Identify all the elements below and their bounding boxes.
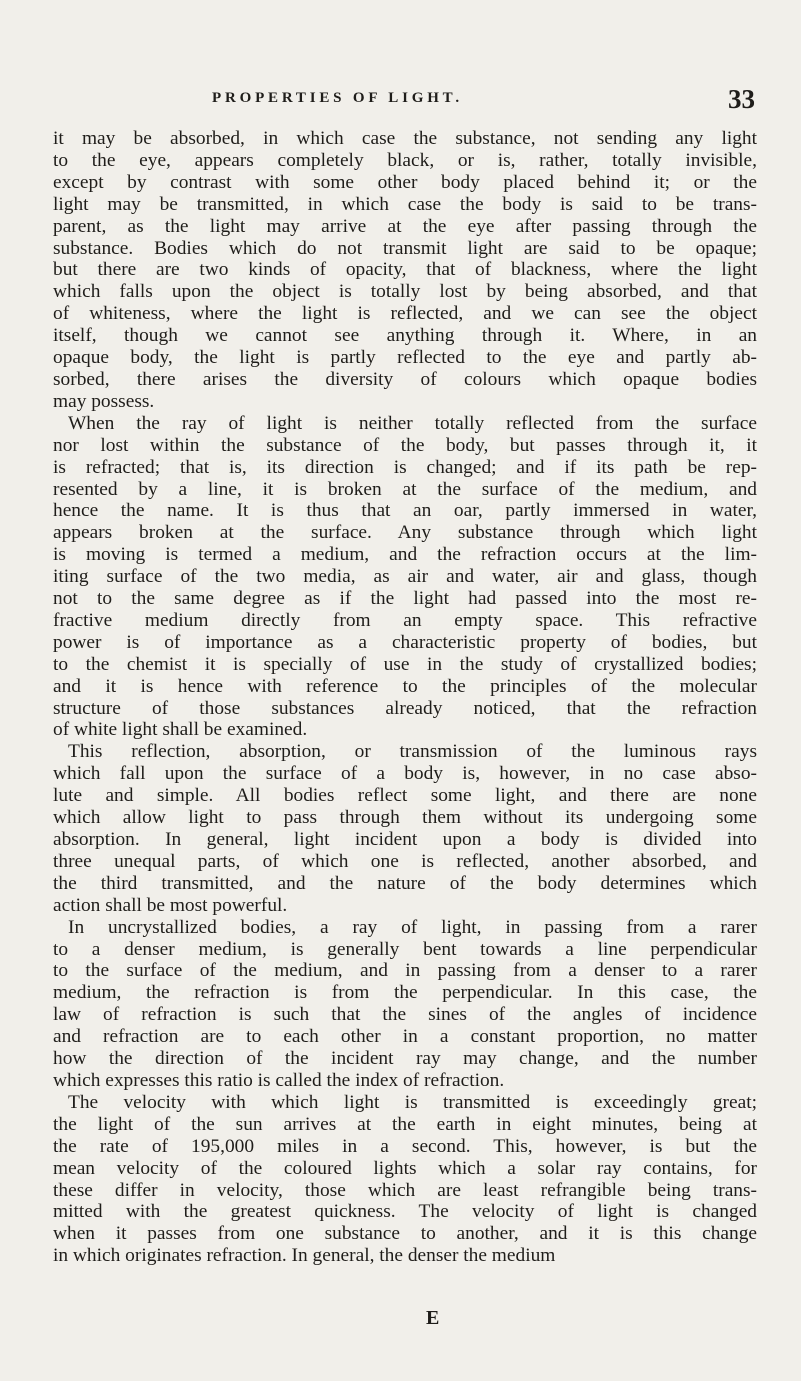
text-line: in which originates refraction. In general, the denser the medium bbox=[53, 1245, 556, 1267]
text-line: to the surface of the medium, and in passing from a denser to a rarer bbox=[53, 960, 757, 982]
text-line: itself, though we cannot see anything through it. Where, in an bbox=[53, 325, 757, 347]
text-line: When the ray of light is neither totally reflected from the surface bbox=[68, 412, 757, 434]
running-title: PROPERTIES OF LIGHT. bbox=[212, 90, 463, 106]
text-line: This reflection, absorption, or transmission of the luminous rays bbox=[68, 741, 757, 763]
text-line: is refracted; that is, its direction is changed; and if its path be rep- bbox=[53, 456, 757, 478]
text-line: these differ in velocity, those which are least refrangible being trans- bbox=[53, 1179, 757, 1201]
text-line: to a denser medium, is generally bent towards a line perpendicular bbox=[53, 938, 757, 960]
text-line: action shall be most powerful. bbox=[53, 894, 288, 916]
body-text bbox=[53, 128, 757, 1267]
text-line: it may be absorbed, in which case the substance, not sending any light bbox=[53, 128, 757, 149]
text-line: except by contrast with some other body placed behind it; or the bbox=[53, 171, 757, 193]
text-line: and refraction are to each other in a constant proportion, no matter bbox=[53, 1026, 757, 1048]
text-line: law of refraction is such that the sines of the angles of incidence bbox=[53, 1004, 757, 1026]
text-line: but there are two kinds of opacity, that of blackness, where the light bbox=[53, 259, 757, 281]
page-header bbox=[0, 84, 801, 114]
text-line: to the eye, appears completely black, or is, rather, totally invisible, bbox=[53, 149, 757, 171]
text-line: fractive medium directly from an empty space. This refractive bbox=[53, 609, 757, 631]
text-line: is moving is termed a medium, and the refraction occurs at the lim- bbox=[53, 544, 757, 566]
text-line: the rate of 195,000 miles in a second. This, however, is but the bbox=[53, 1135, 757, 1157]
text-line: of whiteness, where the light is reflected, and we can see the object bbox=[53, 303, 757, 325]
text-line: opaque body, the light is partly reflected to the eye and partly ab- bbox=[53, 347, 757, 369]
text-line: hence the name. It is thus that an oar, partly immersed in water, bbox=[53, 500, 757, 522]
text-line: appears broken at the surface. Any substance through which light bbox=[53, 522, 757, 544]
text-line: how the direction of the incident ray may change, and the number bbox=[53, 1048, 757, 1070]
text-line: lute and simple. All bodies reflect some light, and there are none bbox=[53, 785, 757, 807]
text-line: iting surface of the two media, as air and water, air and glass, though bbox=[53, 566, 757, 588]
text-line: and it is hence with reference to the principles of the molecular bbox=[53, 675, 757, 697]
text-line: absorption. In general, light incident upon a body is divided into bbox=[53, 829, 757, 850]
text-line: In uncrystallized bodies, a ray of light, in passing from a rarer bbox=[68, 916, 757, 938]
text-line: the light of the sun arrives at the earth in eight minutes, being at bbox=[53, 1113, 757, 1135]
text-line: power is of importance as a characteristic property of bodies, but bbox=[53, 631, 757, 653]
text-line: which allow light to pass through them without its undergoing some bbox=[53, 807, 757, 829]
page-number: 33 bbox=[728, 84, 755, 114]
text-line: parent, as the light may arrive at the eye after passing through the bbox=[53, 215, 757, 237]
text-line: resented by a line, it is broken at the surface of the medium, and bbox=[53, 478, 757, 500]
text-line: not to the same degree as if the light had passed into the most re- bbox=[53, 588, 757, 610]
text-line: substance. Bodies which do not transmit light are said to be opaque; bbox=[53, 237, 757, 259]
text-line: which fall upon the surface of a body is, however, in no case abso- bbox=[53, 763, 757, 785]
text-line: three unequal parts, of which one is reflected, another absorbed, and bbox=[53, 850, 757, 872]
text-line: of white light shall be examined. bbox=[53, 719, 308, 741]
text-line: light may be transmitted, in which case the body is said to be trans- bbox=[53, 193, 757, 215]
text-line: nor lost within the substance of the body, but passes through it, it bbox=[53, 434, 757, 456]
text-line: to the chemist it is specially of use in the study of crystallized bodies; bbox=[53, 653, 757, 675]
text-line: medium, the refraction is from the perpendicular. In this case, the bbox=[53, 982, 757, 1004]
text-line: when it passes from one substance to another, and it is this change bbox=[53, 1223, 757, 1245]
signature-mark: E bbox=[426, 1307, 440, 1329]
text-line: structure of those substances already noticed, that the refraction bbox=[53, 697, 757, 719]
text-line: sorbed, there arises the diversity of colours which opaque bodies bbox=[53, 368, 757, 390]
text-line: mitted with the greatest quickness. The velocity of light is changed bbox=[53, 1201, 757, 1223]
text-line: the third transmitted, and the nature of the body determines which bbox=[53, 872, 757, 894]
text-line: mean velocity of the coloured lights which a solar ray contains, for bbox=[53, 1157, 757, 1179]
text-line: which expresses this ratio is called the index of refraction. bbox=[53, 1069, 505, 1091]
text-line: which falls upon the object is totally lost by being absorbed, and that bbox=[53, 281, 757, 303]
text-line: may possess. bbox=[53, 390, 155, 412]
text-line: The velocity with which light is transmitted is exceedingly great; bbox=[68, 1091, 757, 1113]
